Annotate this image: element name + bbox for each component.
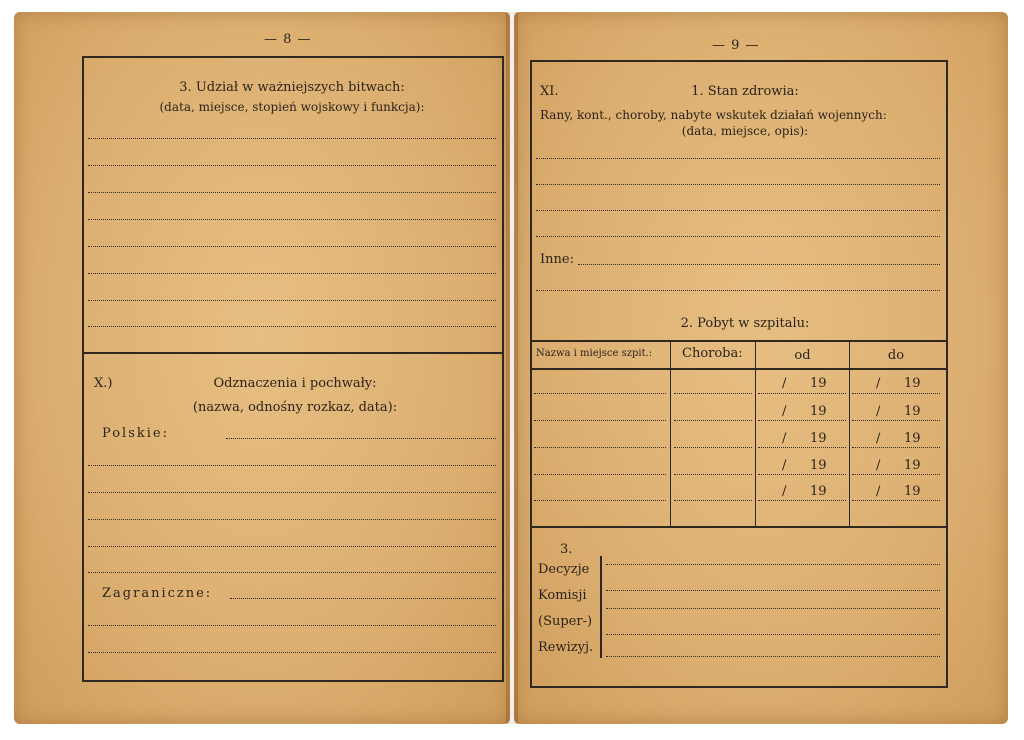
row-line [674, 393, 752, 394]
to-slash: / [876, 431, 881, 446]
to-slash: / [876, 404, 881, 419]
section-xi-number: XI. [540, 84, 559, 99]
decisions-line-2: Komisji [538, 588, 587, 603]
entry-line [88, 246, 496, 247]
from-slash: / [782, 431, 787, 446]
to-year: 19 [904, 376, 921, 391]
entry-line [578, 264, 940, 265]
entry-line [88, 165, 496, 166]
row-line [534, 474, 666, 475]
section-x-number: X.) [94, 376, 113, 391]
from-slash: / [782, 458, 787, 473]
to-slash: / [876, 484, 881, 499]
to-slash: / [876, 458, 881, 473]
row-line [674, 447, 752, 448]
entry-line [88, 572, 496, 573]
entry-line [88, 326, 496, 327]
row-line [758, 474, 846, 475]
decorations-title: Odznaczenia i pochwały: [213, 376, 377, 391]
entry-line [606, 656, 940, 657]
from-slash: / [782, 484, 787, 499]
row-line [852, 420, 940, 421]
decisions-number: 3. [560, 542, 573, 557]
hospital-title: 2. Pobyt w szpitalu: [680, 316, 810, 331]
header-illness: Choroba: [682, 346, 743, 361]
hospital-table-header-bottom [530, 368, 946, 370]
header-from: od [794, 348, 811, 363]
row-line [674, 474, 752, 475]
entry-line [88, 519, 496, 520]
entry-line [88, 492, 496, 493]
wounds-subtitle: (data, miejsce, opis): [681, 124, 809, 138]
hospital-table-top [530, 340, 946, 342]
col-divider [849, 342, 850, 526]
entry-line [536, 290, 940, 291]
entry-line [88, 546, 496, 547]
inne-label: Inne: [540, 252, 574, 267]
row-line [852, 500, 940, 501]
page-number-right: — 9 — [712, 38, 760, 53]
row-line [852, 474, 940, 475]
entry-line [88, 138, 496, 139]
row-line [758, 500, 846, 501]
from-year: 19 [810, 484, 827, 499]
entry-line [226, 438, 496, 439]
row-line [674, 420, 752, 421]
entry-line [88, 219, 496, 220]
header-hospital-name: Nazwa i miejsce szpit.: [536, 348, 653, 359]
row-line [758, 393, 846, 394]
entry-line [88, 465, 496, 466]
decisions-line-3: (Super-) [538, 614, 593, 629]
col-divider [755, 342, 756, 526]
entry-line [230, 598, 496, 599]
row-line [758, 420, 846, 421]
decisions-bracket [600, 556, 602, 658]
row-line [534, 420, 666, 421]
col-divider [670, 342, 671, 526]
row-line [758, 447, 846, 448]
entry-line [606, 564, 940, 565]
entry-line [88, 625, 496, 626]
decisions-divider [530, 526, 946, 528]
entry-line [606, 608, 940, 609]
decisions-line-4: Rewizyj. [538, 640, 594, 655]
decorations-subtitle: (nazwa, odnośny rozkaz, data): [192, 400, 398, 415]
row-line [674, 500, 752, 501]
row-line [534, 447, 666, 448]
to-year: 19 [904, 404, 921, 419]
book-gutter [506, 12, 518, 724]
entry-line [88, 300, 496, 301]
row-line [534, 393, 666, 394]
entry-line [536, 210, 940, 211]
to-year: 19 [904, 458, 921, 473]
entry-line [536, 184, 940, 185]
entry-line [88, 652, 496, 653]
polskie-label: Polskie: [102, 426, 169, 441]
entry-line [606, 590, 940, 591]
left-section-divider [82, 352, 502, 354]
decisions-line-1: Decyzje [538, 562, 590, 577]
entry-line [606, 634, 940, 635]
zagraniczne-label: Zagraniczne: [102, 586, 213, 601]
to-slash: / [876, 376, 881, 391]
entry-line [88, 273, 496, 274]
health-title: 1. Stan zdrowia: [691, 84, 799, 99]
entry-line [536, 236, 940, 237]
from-slash: / [782, 404, 787, 419]
from-year: 19 [810, 458, 827, 473]
battles-title: 3. Udział w ważniejszych bitwach: [179, 80, 405, 95]
row-line [852, 393, 940, 394]
from-slash: / [782, 376, 787, 391]
from-year: 19 [810, 431, 827, 446]
row-line [534, 500, 666, 501]
page-number-left: — 8 — [264, 32, 312, 47]
entry-line [536, 158, 940, 159]
wounds-label: Rany, kont., choroby, nabyte wskutek działań wojennych: [540, 108, 887, 122]
battles-subtitle: (data, miejsce, stopień wojskowy i funkcja): [159, 100, 425, 114]
from-year: 19 [810, 376, 827, 391]
row-line [852, 447, 940, 448]
from-year: 19 [810, 404, 827, 419]
to-year: 19 [904, 484, 921, 499]
entry-line [88, 192, 496, 193]
right-form-box [530, 60, 948, 688]
to-year: 19 [904, 431, 921, 446]
header-to: do [887, 348, 905, 363]
